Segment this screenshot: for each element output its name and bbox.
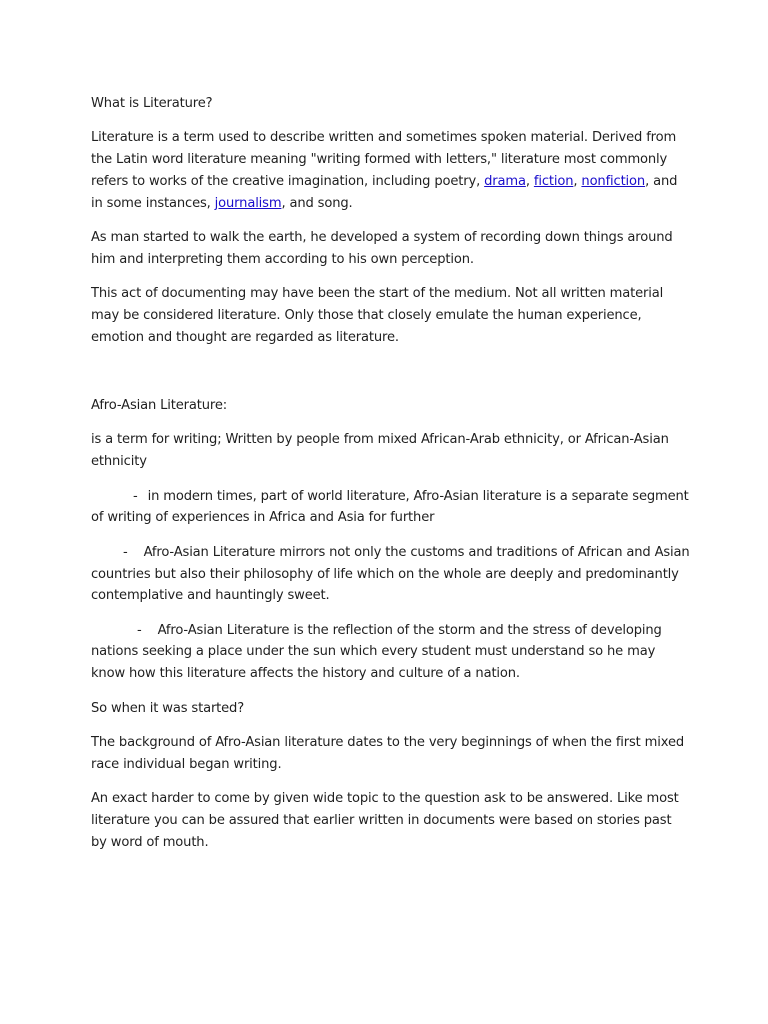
link-fiction[interactable]: fiction bbox=[533, 173, 574, 189]
bullet-text: Afro-Asian Literature mirrors not only the customs and traditions of African and Asian countries but also their philosophy of life which on the whole are deeply and predominantly contemplative and hauntingly sweet. bbox=[91, 544, 690, 604]
paragraph-recording: As man started to walk the earth, he developed a system of recording down things around him and interpreting them according to his own perception. bbox=[91, 229, 673, 267]
text-separator: , bbox=[573, 173, 582, 189]
heading-when-started: So when it was started? bbox=[91, 700, 245, 716]
bullet-item-2 bbox=[91, 542, 691, 607]
paragraph-afro-asian-definition: is a term for writing; Written by people from mixed African-Arab ethnicity, or African-Asian ethnicity bbox=[91, 432, 669, 470]
link-nonfiction[interactable]: nonfiction bbox=[581, 173, 646, 189]
paragraph-definition bbox=[91, 127, 691, 214]
link-drama[interactable]: drama bbox=[484, 173, 526, 189]
bullet-dash: - bbox=[137, 622, 142, 638]
bullet-dash: - bbox=[133, 488, 138, 504]
bullet-dash: - bbox=[123, 544, 128, 560]
heading-what-is-literature: What is Literature? bbox=[91, 96, 213, 111]
paragraph-background: The background of Afro-Asian literature dates to the very beginnings of when the first mixed race individual began writing. bbox=[91, 734, 685, 772]
link-journalism[interactable]: journalism bbox=[214, 195, 282, 211]
bullet-item-1 bbox=[91, 486, 691, 530]
text-segment: , and in some instances, bbox=[91, 173, 678, 211]
text-segment: Literature is a term used to describe written and sometimes spoken material. Derived from the Latin word literature meaning "writing formed with letters," literature most commonly refers to works of the creative imagination, including poetry, bbox=[91, 130, 677, 189]
document-body bbox=[91, 93, 691, 866]
text-separator: , bbox=[525, 173, 534, 189]
paragraph-documenting: This act of documenting may have been the start of the medium. Not all written material may be considered literature. Only those that closely emulate the human experience, emotion and thought are regarded as literature. bbox=[91, 286, 664, 345]
blank-space bbox=[91, 361, 691, 395]
paragraph-origins: An exact harder to come by given wide topic to the question ask to be answered. Like most literature you can be assured that earlier written in documents were based on stories past by word of mouth. bbox=[91, 791, 679, 850]
bullet-item-3 bbox=[91, 620, 691, 685]
bullet-text: Afro-Asian Literature is the reflection of the storm and the stress of developing nations seeking a place under the sun which every student must understand so he may know how this literature affects the history and culture of a nation. bbox=[91, 622, 662, 682]
text-segment: , and song. bbox=[281, 195, 353, 211]
bullet-text: in modern times, part of world literature, Afro-Asian literature is a separate segment of writing of experiences in Africa and Asia for further bbox=[91, 488, 689, 526]
heading-afro-asian-literature: Afro-Asian Literature: bbox=[91, 398, 228, 414]
